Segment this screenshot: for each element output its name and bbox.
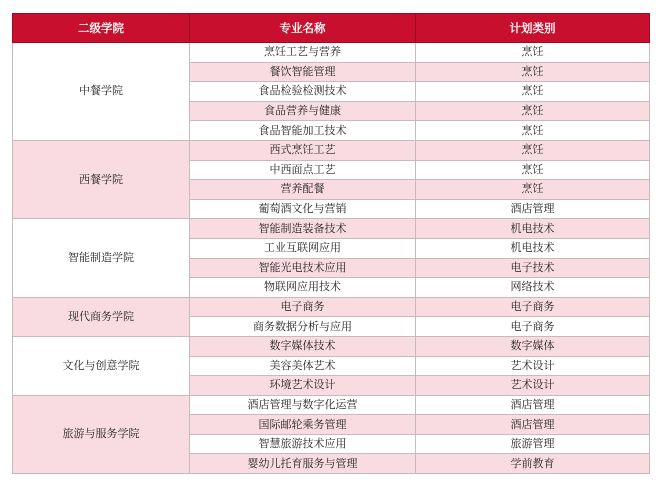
plan-type-cell: 烹饪 xyxy=(416,43,650,63)
plan-type-cell: 烹饪 xyxy=(416,121,650,141)
major-cell: 酒店管理与数字化运营 xyxy=(190,395,416,415)
plan-type-cell: 旅游管理 xyxy=(416,434,650,454)
major-cell: 美容美体艺术 xyxy=(190,356,416,376)
major-cell: 环境艺术设计 xyxy=(190,376,416,396)
major-cell: 智慧旅游技术应用 xyxy=(190,434,416,454)
college-cell: 中餐学院 xyxy=(13,43,190,141)
table-body xyxy=(13,43,650,474)
header-plan-type: 计划类别 xyxy=(416,14,650,43)
plan-type-cell: 电子技术 xyxy=(416,258,650,278)
major-cell: 营养配餐 xyxy=(190,180,416,200)
plan-type-cell: 艺术设计 xyxy=(416,376,650,396)
table-row xyxy=(13,336,650,356)
plan-type-cell: 烹饪 xyxy=(416,180,650,200)
major-cell: 餐饮智能管理 xyxy=(190,62,416,82)
major-cell: 工业互联网应用 xyxy=(190,238,416,258)
major-cell: 物联网应用技术 xyxy=(190,278,416,298)
major-cell: 中西面点工艺 xyxy=(190,160,416,180)
major-cell: 数字媒体技术 xyxy=(190,336,416,356)
college-cell: 文化与创意学院 xyxy=(13,336,190,395)
major-cell: 智能光电技术应用 xyxy=(190,258,416,278)
header-college: 二级学院 xyxy=(13,14,190,43)
major-cell: 国际邮轮乘务管理 xyxy=(190,415,416,435)
plan-type-cell: 酒店管理 xyxy=(416,415,650,435)
plan-type-cell: 网络技术 xyxy=(416,278,650,298)
major-cell: 烹饪工艺与营养 xyxy=(190,43,416,63)
table-row xyxy=(13,43,650,63)
plan-type-cell: 学前教育 xyxy=(416,454,650,474)
college-cell: 西餐学院 xyxy=(13,140,190,218)
plan-type-cell: 烹饪 xyxy=(416,140,650,160)
plan-type-cell: 电子商务 xyxy=(416,297,650,317)
college-cell: 旅游与服务学院 xyxy=(13,395,190,473)
table-row xyxy=(13,395,650,415)
plan-type-cell: 烹饪 xyxy=(416,62,650,82)
plan-type-cell: 烹饪 xyxy=(416,101,650,121)
college-cell: 智能制造学院 xyxy=(13,219,190,297)
major-cell: 食品智能加工技术 xyxy=(190,121,416,141)
table-row xyxy=(13,297,650,317)
plan-type-cell: 机电技术 xyxy=(416,219,650,239)
college-cell: 现代商务学院 xyxy=(13,297,190,336)
major-cell: 西式烹饪工艺 xyxy=(190,140,416,160)
major-cell: 葡萄酒文化与营销 xyxy=(190,199,416,219)
plan-type-cell: 烹饪 xyxy=(416,160,650,180)
table-header-row xyxy=(13,14,650,43)
major-cell: 食品营养与健康 xyxy=(190,101,416,121)
plan-type-cell: 机电技术 xyxy=(416,238,650,258)
plan-type-cell: 数字媒体 xyxy=(416,336,650,356)
major-cell: 智能制造装备技术 xyxy=(190,219,416,239)
plan-type-cell: 烹饪 xyxy=(416,82,650,102)
table-row xyxy=(13,140,650,160)
program-table-container xyxy=(12,13,649,474)
program-table xyxy=(12,13,650,474)
major-cell: 商务数据分析与应用 xyxy=(190,317,416,337)
major-cell: 婴幼儿托育服务与管理 xyxy=(190,454,416,474)
major-cell: 电子商务 xyxy=(190,297,416,317)
major-cell: 食品检验检测技术 xyxy=(190,82,416,102)
table-row xyxy=(13,219,650,239)
header-major: 专业名称 xyxy=(190,14,416,43)
plan-type-cell: 电子商务 xyxy=(416,317,650,337)
plan-type-cell: 酒店管理 xyxy=(416,199,650,219)
plan-type-cell: 艺术设计 xyxy=(416,356,650,376)
plan-type-cell: 酒店管理 xyxy=(416,395,650,415)
